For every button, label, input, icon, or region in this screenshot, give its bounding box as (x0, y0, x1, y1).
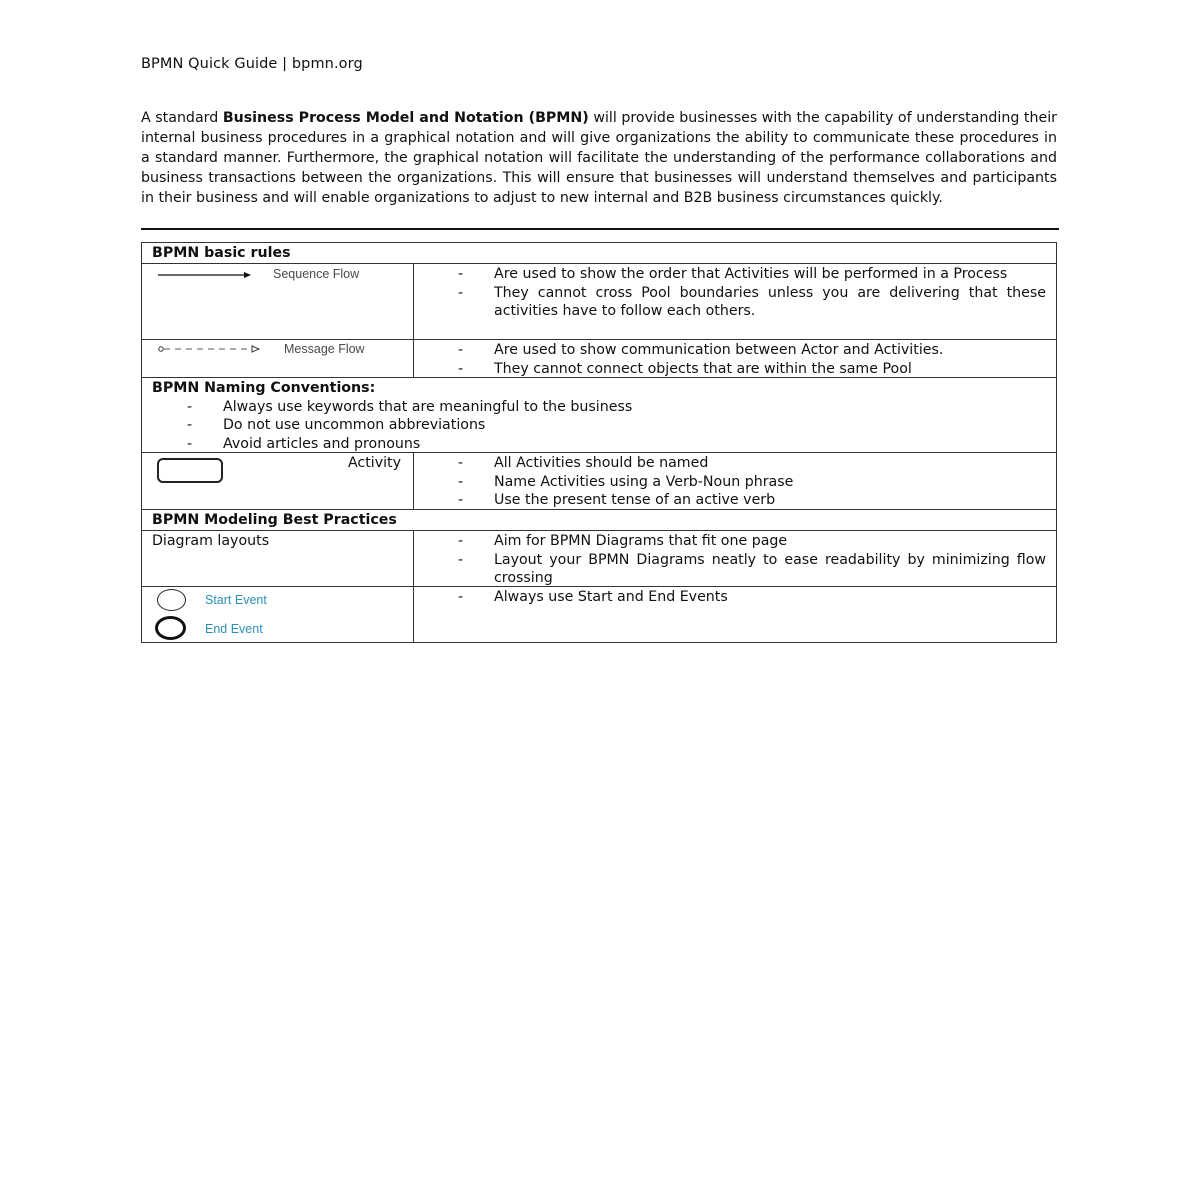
list-item: - Are used to show communication between Actor and Activities. (414, 341, 1046, 360)
list-item: - Name Activities using a Verb-Noun phrase (414, 473, 1046, 492)
diagram-layouts-label-cell (142, 531, 414, 586)
intro-paragraph (141, 108, 1057, 208)
events-rules-list (414, 588, 1046, 607)
list-item: - Use the present tense of an active verb (414, 491, 1046, 510)
sequence-flow-rules-cell (414, 264, 1056, 339)
list-item: - Aim for BPMN Diagrams that fit one page (414, 532, 1046, 551)
table-row-naming-conventions (142, 377, 1056, 452)
solid-arrow-icon (158, 269, 252, 281)
start-event-icon (157, 589, 186, 611)
events-rules-cell (414, 587, 1056, 642)
naming-conventions-cell (142, 378, 642, 452)
message-flow-rules-list (414, 341, 1046, 378)
intro-prefix: A standard (141, 110, 223, 126)
page-header: BPMN Quick Guide | bpmn.org (141, 56, 363, 72)
table-row-basic-rules-title (142, 243, 1056, 263)
section-title-basic-rules: BPMN basic rules (152, 245, 291, 261)
table-row-diagram-layouts (142, 530, 1056, 586)
intro-bold-term: Business Process Model and Notation (BPMN) (222, 110, 589, 126)
list-item: - Do not use uncommon abbreviations (152, 416, 632, 435)
message-flow-label: Message Flow (284, 342, 365, 356)
message-flow-rules-cell (414, 340, 1056, 377)
list-item: - Avoid articles and pronouns (152, 435, 632, 454)
diagram-layouts-rules-list (414, 532, 1046, 588)
activity-symbol-cell (142, 453, 414, 509)
section-title-best-practices: BPMN Modeling Best Practices (152, 512, 397, 528)
list-item: - They cannot connect objects that are within the same Pool (414, 360, 1046, 379)
diagram-layouts-label: Diagram layouts (152, 533, 270, 549)
table-row-activity (142, 452, 1056, 509)
table-row-message-flow (142, 339, 1056, 377)
end-event-icon (155, 616, 186, 640)
sequence-flow-symbol-cell (142, 264, 414, 339)
naming-conventions-list (152, 398, 632, 454)
sequence-flow-label: Sequence Flow (273, 267, 360, 281)
list-item: - All Activities should be named (414, 454, 1046, 473)
table-row-sequence-flow (142, 263, 1056, 339)
activity-rules-cell (414, 453, 1056, 509)
diagram-layouts-rules-cell (414, 531, 1056, 586)
end-event-label: End Event (205, 622, 263, 636)
list-item: - Always use keywords that are meaningful to the business (152, 398, 632, 417)
list-item: - Layout your BPMN Diagrams neatly to ease readability by minimizing flow crossing (414, 551, 1046, 588)
intro-body: will provide businesses with the capability of understanding their internal business procedures in a graphical notation and will give organizations the ability to communicate these procedures in a standard manner. Furthermore, the graphical notation will facilitate the understanding of the performance collaborations and business transactions between the organizations. This will ensure that businesses will understand themselves and participants in their business and will enable organizations to adjust to new internal and B2B business circumstances quickly. (141, 110, 1057, 207)
table-row-best-practices-title (142, 509, 1056, 530)
section-divider (141, 228, 1059, 230)
section-title-naming: BPMN Naming Conventions: (152, 380, 376, 396)
start-event-label: Start Event (205, 593, 267, 607)
rounded-rectangle-icon (157, 458, 223, 483)
message-flow-symbol-cell (142, 340, 414, 377)
bpmn-rules-table (141, 242, 1057, 643)
dashed-arrow-icon (158, 343, 268, 355)
activity-label: Activity (347, 455, 401, 471)
table-row-events (142, 586, 1056, 642)
list-item: - Are used to show the order that Activities will be performed in a Process (414, 265, 1046, 284)
sequence-flow-rules-list (414, 265, 1046, 321)
list-item: - Always use Start and End Events (414, 588, 1046, 607)
activity-rules-list (414, 454, 1046, 510)
list-item: - They cannot cross Pool boundaries unless you are delivering that these activities have to follow each others. (414, 284, 1046, 321)
events-symbol-cell (142, 587, 414, 642)
